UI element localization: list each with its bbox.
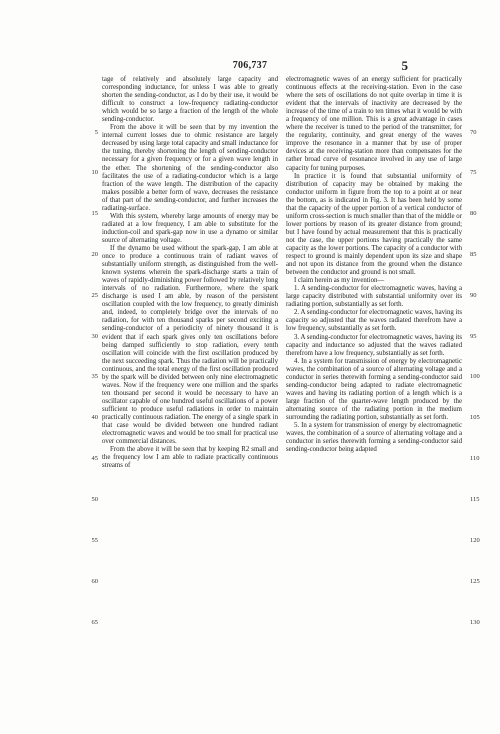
line-number: 20 xyxy=(91,251,98,258)
patent-number: 706,737 xyxy=(232,60,268,71)
claim-4: 4. In a system for transmission of energy by electromagnetic waves, the combination of a source of alternating voltage and a conductor in series therewith forming a sending-conductor said sending-conductor being adapted to radiate electromagnetic waves and having its radiating portion of a length which is a large fraction of the quarter-wave length produced by the alternating source of the radiating portion in the medium surrounding the radiating portion, substantially as set forth. xyxy=(286,357,462,421)
line-number: 125 xyxy=(470,578,480,585)
line-number: 105 xyxy=(470,414,480,421)
left-text-column xyxy=(102,76,278,470)
line-number: 100 xyxy=(470,373,480,380)
line-number: 55 xyxy=(91,537,98,544)
line-number: 130 xyxy=(470,619,480,626)
line-number: 15 xyxy=(91,210,98,217)
line-number: 95 xyxy=(470,333,477,340)
claim-2: 2. A sending-conductor for electromagnetic waves, having its capacity so adjusted that the waves radiated therefrom have a low frequency, substantially as set forth. xyxy=(286,309,462,333)
claim-1: 1. A sending-conductor for electromagnetic waves, having a large capacity distributed with substantial uniformity over its radiating portion, substantially as set forth. xyxy=(286,285,462,309)
claim-5: 5. In a system for transmission of energy by electromagnetic waves, the combination of a source of alternating voltage and a conductor in series therewith forming a sending-conductor said sending-conductor being adapted xyxy=(286,422,462,454)
line-number: 80 xyxy=(470,210,477,217)
left-paragraph: From the above it will be seen that by keeping R2 small and the frequency low I am able to radiate practically continuous streams of xyxy=(102,446,278,470)
line-number: 25 xyxy=(91,292,98,299)
line-number: 40 xyxy=(91,414,98,421)
left-paragraph: From the above it will be seen that by my invention the internal current losses due to ohmic resistance are largely decreased by using large total capacity and small inductance for the tuning, thereby shortening the length of sending-conductor necessary for a given frequency or for a given wave length in the ether. The shortening of the sending-conductor also facilitates the use of a radiating-conductor which is a large fraction of the wave length. The distribution of the capacity makes possible a better form of wave, decreases the resistance of that part of the sending-conductor, and further increases the radiating-surface. xyxy=(102,124,278,212)
line-number: 120 xyxy=(470,537,480,544)
line-number: 75 xyxy=(470,169,477,176)
line-number: 50 xyxy=(91,496,98,503)
line-number: 60 xyxy=(91,578,98,585)
left-paragraph: If the dynamo be used without the spark-gap, I am able at once to produce a continuous train of radiant waves of substantially uniform strength, as distinguished from the well-known systems wherein the spark-discharge starts a train of waves of rapidly-diminishing power followed by relatively long intervals of no radiation. Furthermore, where the spark discharge is used I am able, by reason of the persistent oscillation coupled with the low frequency, to greatly diminish and, indeed, to completely bridge over the intervals of no radiation, for with ten thousand sparks per second exciting a sending-conductor of a periodicity of ninety thousand it is evident that if each spark gives only ten oscillations before being damped sufficiently to stop radiation, every tenth oscillation will coincide with the first oscillation produced by the next succeeding spark. Thus the radiation will be practically continuous, and the total energy of the first oscillation produced by the spark will be divided between only nine electromagnetic waves. Now if the frequency were one million and the sparks ten thousand per second it would be necessary to have an oscillator capable of one hundred useful oscillations of a power sufficient to produce useful radiations in order to maintain practically continuous radiation. The energy of a single spark in that case would be divided between one hundred radiant electromagnetic waves and would be too small for practical use over commercial distances. xyxy=(102,244,278,446)
line-number: 110 xyxy=(470,455,480,462)
left-paragraph: tage of relatively and absolutely large capacity and corresponding inductance, for unless I was able to greatly shorten the sending-conductor, as I do by their use, it would be difficult to construct a low-frequency radiating-conductor which would be so large a fraction of the length of the whole sending-conductor. xyxy=(102,76,278,124)
line-number: 30 xyxy=(91,333,98,340)
line-number: 85 xyxy=(470,251,477,258)
line-number: 115 xyxy=(470,496,480,503)
line-number: 10 xyxy=(91,169,98,176)
line-number: 90 xyxy=(470,292,477,299)
right-paragraph: In practice it is found that substantial uniformity of distribution of capacity may be obtained by making the conductor uniform in figure from the top to a point at or near the bottom, as is indicated in Fig. 3. It has been held by some that the capacity of the upper portion of a vertical conductor of uniform cross-section is much smaller than that of the middle or lower portions by reason of its greater distance from ground; but I have found by actual measurement that this is practically not the case, the upper portions having practically the same capacity as the lower portions. The capacity of a conductor with respect to ground is mainly dependent upon its size and shape and not upon its distance from the ground when the distance between the conductor and ground is not small. xyxy=(286,172,462,277)
right-paragraph: electromagnetic waves of an energy sufficient for practically continuous effects at the receiving-station. Even in the case where the sets of oscillations do not quite overlap in time it is evident that the intervals of inactivity are decreased by the increase of the time of a train to ten times what it would be with a frequency of one million. This is a great advantage in cases where the receiver is tuned to the period of the transmitter, for the regularity, continuity, and great energy of the waves improve the resonance in a manner that by use of proper devices at the receiving-station more than compensates for the rather broad curve of resonance involved in any use of large capacity for tuning purposes. xyxy=(286,76,462,172)
line-number: 35 xyxy=(91,373,98,380)
claims-intro: I claim herein as my invention— xyxy=(294,277,385,285)
right-text-column xyxy=(286,76,462,454)
line-number: 65 xyxy=(91,619,98,626)
left-paragraph: With this system, whereby large amounts of energy may be radiated at a low frequency, I am able to substitute for the induction-coil and spark-gap now in use a dynamo or similar source of alternating voltage. xyxy=(102,212,278,244)
page-number: 5 xyxy=(401,58,408,73)
line-number: 5 xyxy=(94,129,98,136)
line-number: 45 xyxy=(91,455,98,462)
line-number: 70 xyxy=(470,129,477,136)
claim-3: 3. A sending-conductor for electromagnetic waves, having its capacity and inductance so adjusted that the waves radiated therefrom have a low frequency, substantially as set forth. xyxy=(286,333,462,357)
